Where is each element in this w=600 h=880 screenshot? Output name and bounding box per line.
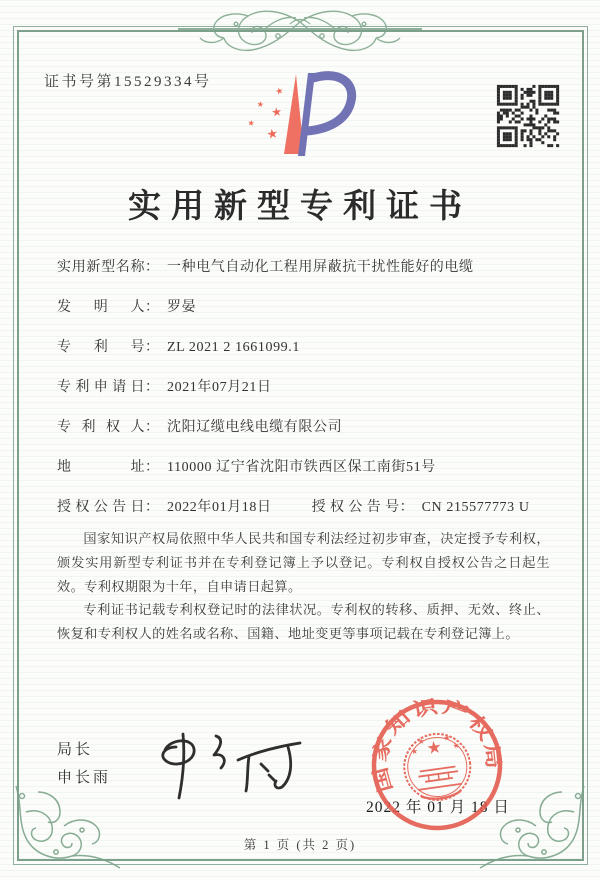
qr-code <box>491 79 565 153</box>
certificate-number: 证书号第15529334号 <box>44 74 212 90</box>
star-icon: ★ <box>416 736 426 747</box>
director-block <box>57 736 111 792</box>
grant-date-value: 2022年01月18日 <box>167 500 272 515</box>
field-colon: ： <box>399 500 414 515</box>
field-patent-number <box>57 336 554 357</box>
logo-purple-bowl <box>307 76 352 131</box>
certificate-fields <box>57 256 554 517</box>
star-icon: ★ <box>425 737 444 759</box>
seal-date: 2022 年 01 月 18 日 <box>366 799 510 816</box>
field-colon: ： <box>145 500 159 515</box>
field-value: 一种电气自动化工程用屏蔽抗干扰性能好的电缆 <box>167 260 474 275</box>
field-label: 专利申请日 <box>57 380 145 395</box>
star-icon: ★ <box>451 740 461 751</box>
page-number: 第 1 页 (共 2 页) <box>243 838 357 852</box>
legal-paragraph-2: 专利证书记载专利权登记时的法律状况。专利权的转移、质押、无效、终止、恢复和专利权人的姓名或名称、国籍、地址变更等事项记载在专利登记簿上。 <box>57 602 550 642</box>
field-address <box>57 456 554 477</box>
field-label: 实用新型名称 <box>57 260 145 275</box>
field-value: 2021年07月21日 <box>167 380 272 395</box>
field-value: ZL 2021 2 1661099.1 <box>167 340 300 355</box>
seal-circular-text: 国家知识产权局 <box>369 696 504 795</box>
legal-paragraph-1: 国家知识产权局依照中华人民共和国专利法经过初步审查，决定授予专利权，颁发实用新型专利证书并在专利登记簿上予以登记。专利权自授权公告之日起生效。专利权期限为十年，自申请日起算。 <box>57 531 550 594</box>
field-colon: ： <box>145 300 159 315</box>
star-icon: ★ <box>265 125 280 143</box>
top-flourish-ornament <box>178 2 422 60</box>
field-colon: ： <box>145 460 159 475</box>
bottom-left-corner-ornament <box>8 782 128 872</box>
field-colon: ： <box>145 420 159 435</box>
field-label: 授权公告号 <box>311 500 400 515</box>
field-colon: ： <box>145 340 159 355</box>
field-application-date <box>57 376 554 397</box>
certificate-title: 实用新型专利证书 <box>128 189 472 225</box>
field-label: 地址 <box>57 460 145 475</box>
field-utility-model-name <box>57 256 554 277</box>
field-label: 发明人 <box>57 300 145 315</box>
field-label: 专利号 <box>57 340 145 355</box>
star-icon: ★ <box>246 118 256 129</box>
star-icon: ★ <box>270 104 283 120</box>
field-colon: ： <box>145 260 159 275</box>
star-icon: ★ <box>442 732 452 743</box>
grant-number-value: CN 215577773 U <box>421 500 530 515</box>
field-value: 罗晏 <box>167 300 197 315</box>
field-label: 专利权人 <box>57 420 145 435</box>
field-inventor <box>57 296 554 317</box>
field-patentee <box>57 416 554 437</box>
star-icon: ★ <box>410 746 419 757</box>
field-label: 授权公告日 <box>57 500 145 515</box>
director-title: 局长 <box>57 742 94 758</box>
field-value: 110000 辽宁省沈阳市铁西区保工南街51号 <box>167 460 436 475</box>
cnipa-logo <box>233 70 391 176</box>
director-name: 申长雨 <box>57 770 112 786</box>
field-grant-row <box>57 496 554 517</box>
director-signature <box>130 712 330 812</box>
legal-text <box>57 527 550 646</box>
field-colon: ： <box>145 380 159 395</box>
field-value: 沈阳辽缆电线电缆有限公司 <box>167 420 343 435</box>
star-icon: ★ <box>256 99 265 110</box>
logo-purple-stem <box>298 73 315 156</box>
star-icon: ★ <box>274 85 285 97</box>
